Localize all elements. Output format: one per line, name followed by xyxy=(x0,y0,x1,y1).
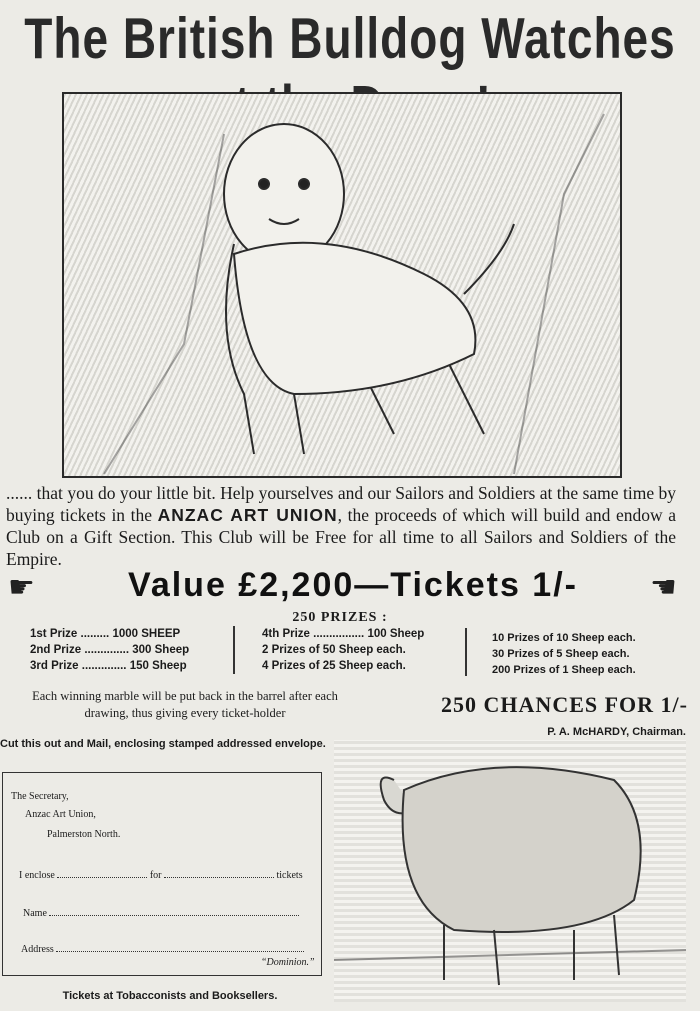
appeal-text-part2: , the proceeds of which will build and endow a Club on a Gift Section. This Club will be Free for all time to all Sailors and Soldiers of the Empire. xyxy=(6,505,677,569)
ticket-count-field[interactable] xyxy=(164,869,274,878)
coupon-secretary: The Secretary, xyxy=(11,791,69,802)
column-divider xyxy=(233,626,235,674)
sheep-drawing xyxy=(334,740,686,1002)
chances-heading: 250 CHANCES FOR 1/- xyxy=(441,692,688,717)
enclose-label: I enclose xyxy=(19,870,55,881)
page-title: The British Bulldog Watches xyxy=(24,5,676,71)
amount-field[interactable] xyxy=(57,869,147,878)
footer-note: Tickets at Tobacconists and Booksellers. xyxy=(62,990,278,1002)
prize-list-top xyxy=(30,626,230,674)
prize-line: 3rd Prize .............. 150 Sheep xyxy=(30,660,187,672)
cut-out-instruction: Cut this out and Mail, enclosing stamped addressed envelope. xyxy=(0,738,326,750)
prize-line: 30 Prizes of 5 Sheep each. xyxy=(492,648,630,660)
prize-list-small xyxy=(492,630,692,678)
prizes-title: 250 PRIZES : xyxy=(292,610,388,625)
coupon-enclose-row xyxy=(19,869,303,881)
bulldog-illustration xyxy=(62,92,622,478)
value-tickets-text: Value £2,200—Tickets 1/- xyxy=(128,566,578,604)
prize-line: 4th Prize ................ 100 Sheep xyxy=(262,628,425,640)
sheep-illustration xyxy=(334,740,686,1002)
prize-list-middle xyxy=(262,626,462,674)
name-label: Name xyxy=(23,908,47,919)
prize-line: 1st Prize ......... 1000 SHEEP xyxy=(30,628,181,640)
pointing-hand-left-icon: ☚ xyxy=(650,571,677,604)
prize-line: 4 Prizes of 25 Sheep each. xyxy=(262,660,406,672)
coupon-union: Anzac Art Union, xyxy=(25,809,96,820)
newspaper-tag: “Dominion.” xyxy=(261,957,315,968)
bulldog-drawing xyxy=(64,94,620,476)
prize-line: 200 Prizes of 1 Sheep each. xyxy=(492,664,636,676)
address-field[interactable] xyxy=(56,943,304,952)
value-banner xyxy=(0,566,700,610)
address-label: Address xyxy=(21,944,54,955)
appeal-text-part1: ...... that you do your little bit. Help yourselves and our Sailors and Soldiers at the same time by buying tickets in the xyxy=(6,483,676,525)
prize-line: 2 Prizes of 50 Sheep each. xyxy=(262,644,406,656)
tickets-label: tickets xyxy=(276,870,303,881)
pointing-hand-right-icon: ☛ xyxy=(8,571,35,604)
chairman-signature: P. A. McHARDY, Chairman. xyxy=(547,726,686,738)
name-field[interactable] xyxy=(49,907,299,916)
for-label: for xyxy=(149,870,162,881)
coupon-name-row xyxy=(23,907,299,919)
appeal-paragraph xyxy=(6,482,676,570)
coupon-address-row xyxy=(21,943,304,955)
prize-line: 10 Prizes of 10 Sheep each. xyxy=(492,632,636,644)
column-divider xyxy=(465,628,467,676)
order-coupon xyxy=(2,772,322,976)
anzac-art-union-emphasis: ANZAC ART UNION xyxy=(157,505,338,525)
marble-note: Each winning marble will be put back in the barrel after each drawing, thus giving every ticket-holder xyxy=(32,689,338,720)
prize-line: 2nd Prize .............. 300 Sheep xyxy=(30,644,190,656)
coupon-town: Palmerston North. xyxy=(47,829,121,840)
